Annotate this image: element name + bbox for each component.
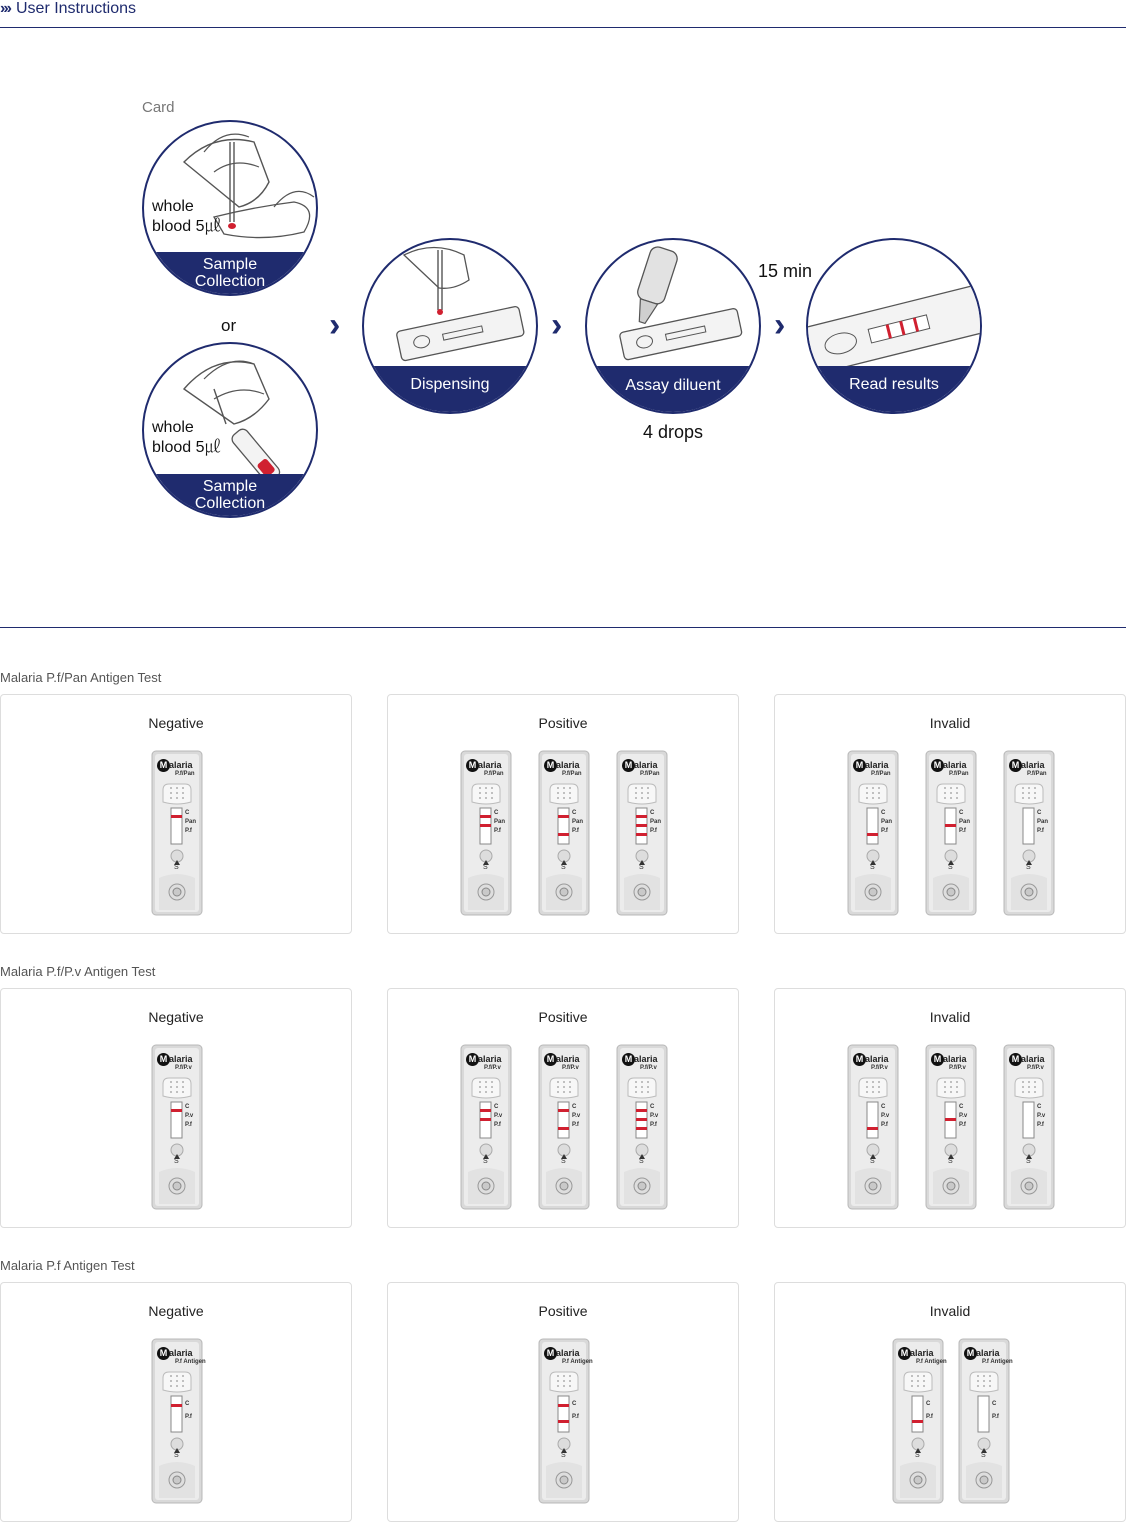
strip-label: P.v: [185, 1113, 194, 1119]
test-line: [171, 815, 182, 818]
brand-name: alaria: [169, 1054, 193, 1064]
drops-note: 4 drops: [643, 422, 704, 442]
brand-letter: M: [544, 1347, 557, 1360]
step-dispensing-illustration: [362, 238, 538, 414]
strip-label: P.f: [185, 828, 192, 834]
test-line: [636, 1127, 647, 1130]
strip-label: C: [572, 1401, 577, 1407]
test-line: [480, 824, 491, 827]
strip-label: C: [992, 1401, 997, 1407]
strip-label: C: [959, 1104, 964, 1110]
brand-name: alaria: [1021, 1054, 1045, 1064]
test-cassette: [925, 1044, 977, 1210]
chevrons-icon: ›››: [0, 0, 10, 17]
kit-subtitle: P.f/P.v: [871, 1065, 888, 1071]
strip-label: P.f: [992, 1414, 999, 1420]
strip-label: Pan: [959, 819, 971, 825]
section-title: Malaria P.f Antigen Test: [0, 1258, 135, 1273]
brand-name: alaria: [169, 760, 193, 770]
brand-name: alaria: [556, 1348, 580, 1358]
strip-label: P.v: [1037, 1113, 1046, 1119]
strip-label: C: [1037, 1104, 1042, 1110]
test-line: [558, 1109, 569, 1112]
band-line-2: Collection: [194, 495, 266, 512]
chevron-right-icon: ›: [551, 306, 563, 344]
sample-port-label: S: [981, 1452, 986, 1459]
sample-port-label: S: [915, 1452, 920, 1459]
test-cassette: [958, 1338, 1013, 1504]
test-line: [636, 824, 647, 827]
brand-name: alaria: [865, 1054, 889, 1064]
page-title: User Instructions: [15, 0, 137, 17]
sample-port-label: S: [483, 864, 488, 871]
result-label: Positive: [538, 715, 588, 731]
strip-label: P.f: [959, 828, 966, 834]
test-cassette: [538, 1338, 593, 1504]
band-line-1: Sample: [202, 256, 258, 273]
strip-label: P.f: [572, 1414, 579, 1420]
kit-subtitle: P.f/P.v: [562, 1065, 579, 1071]
sample-port-label: S: [174, 1452, 179, 1459]
test-line: [867, 833, 878, 836]
brand-letter: M: [1009, 1053, 1022, 1066]
brand-name: alaria: [556, 760, 580, 770]
strip-label: P.f: [494, 828, 501, 834]
step-assay-diluent-illustration: [585, 238, 761, 414]
step-read-results-illustration: [806, 238, 982, 414]
test-cassette: [616, 750, 668, 916]
brand-letter: M: [622, 1053, 635, 1066]
brand-letter: M: [544, 1053, 557, 1066]
result-panel: [0, 988, 352, 1228]
test-line: [912, 1420, 923, 1423]
brand-letter: M: [157, 759, 170, 772]
kit-subtitle: P.f/Pan: [871, 771, 891, 777]
result-panel: [774, 1282, 1126, 1522]
strip-label: C: [650, 810, 655, 816]
sample-port-label: S: [870, 864, 875, 871]
band-line-1: Sample: [202, 478, 258, 495]
result-panel: [0, 1282, 352, 1522]
strip-label: Pan: [572, 819, 584, 825]
strip-label: P.f: [185, 1122, 192, 1128]
sample-port-label: S: [639, 864, 644, 871]
sample-port-label: S: [483, 1158, 488, 1165]
brand-name: alaria: [910, 1348, 934, 1358]
sample-port-label: S: [639, 1158, 644, 1165]
strip-label: P.f: [494, 1122, 501, 1128]
section-title: Malaria P.f/P.v Antigen Test: [0, 964, 156, 979]
brand-letter: M: [466, 759, 479, 772]
test-line: [945, 824, 956, 827]
kit-subtitle: P.f/P.v: [949, 1065, 966, 1071]
sample-collection-pipette-illustration: [142, 120, 318, 296]
result-panel: [387, 1282, 739, 1522]
strip-label: P.f: [572, 828, 579, 834]
brand-name: alaria: [865, 760, 889, 770]
strip-label: C: [185, 810, 190, 816]
brand-letter: M: [853, 759, 866, 772]
brand-name: alaria: [943, 1054, 967, 1064]
kit-subtitle: P.f/Pan: [1027, 771, 1047, 777]
sample-text-line-1: whole: [152, 419, 194, 436]
sample-port-label: S: [1026, 864, 1031, 871]
sample-port-label: S: [870, 1158, 875, 1165]
brand-letter: M: [931, 759, 944, 772]
strip-label: C: [959, 810, 964, 816]
result-label: Positive: [538, 1009, 588, 1025]
brand-letter: M: [466, 1053, 479, 1066]
test-cassette: [151, 750, 203, 916]
result-label: Invalid: [929, 1009, 971, 1025]
kit-subtitle: P.f/P.v: [640, 1065, 657, 1071]
strip-label: C: [185, 1401, 190, 1407]
result-panel: [774, 694, 1126, 934]
strip-label: P.f: [926, 1414, 933, 1420]
strip-label: C: [650, 1104, 655, 1110]
sample-port-label: S: [1026, 1158, 1031, 1165]
sample-port-label: S: [948, 864, 953, 871]
sample-text-line-1: whole: [152, 198, 194, 215]
kit-subtitle: P.f/P.v: [1027, 1065, 1044, 1071]
strip-label: P.v: [572, 1113, 581, 1119]
test-line: [867, 1127, 878, 1130]
brand-letter: M: [622, 759, 635, 772]
strip-label: Pan: [494, 819, 506, 825]
step-label-band: Assay diluent: [587, 366, 759, 412]
test-cassette: [538, 750, 590, 916]
test-line: [558, 1404, 569, 1407]
result-label: Negative: [148, 1009, 204, 1025]
chevron-right-icon: ›: [329, 306, 341, 344]
or-label: or: [221, 316, 237, 335]
kit-subtitle: P.f/Pan: [484, 771, 504, 777]
sample-port-label: S: [561, 864, 566, 871]
brand-letter: M: [964, 1347, 977, 1360]
sample-port-label: S: [561, 1452, 566, 1459]
strip-label: C: [572, 1104, 577, 1110]
strip-label: Pan: [881, 819, 893, 825]
test-line: [636, 1109, 647, 1112]
result-label: Invalid: [929, 715, 971, 731]
brand-name: alaria: [478, 760, 502, 770]
result-label: Negative: [148, 715, 204, 731]
strip-label: P.v: [494, 1113, 503, 1119]
sample-port-label: S: [948, 1158, 953, 1165]
test-line: [945, 1118, 956, 1121]
section-divider: [0, 627, 1126, 628]
sample-port-label: S: [174, 864, 179, 871]
step-label-band: Dispensing: [364, 366, 536, 412]
strip-label: P.f: [650, 1122, 657, 1128]
strip-label: P.f: [1037, 828, 1044, 834]
brand-letter: M: [853, 1053, 866, 1066]
test-cassette: [151, 1338, 206, 1504]
kit-subtitle: P.f Antigen: [175, 1359, 206, 1365]
test-cassette: [847, 1044, 899, 1210]
card-label: Card: [142, 99, 175, 116]
strip-label: Pan: [185, 819, 197, 825]
test-line: [636, 833, 647, 836]
test-cassette: [892, 1338, 947, 1504]
strip-label: P.f: [881, 828, 888, 834]
test-cassette: [460, 750, 512, 916]
page-header: [0, 0, 136, 18]
chevron-right-icon: ›: [774, 306, 786, 344]
test-cassette: [1003, 1044, 1055, 1210]
test-line: [636, 1118, 647, 1121]
kit-subtitle: P.f/Pan: [949, 771, 969, 777]
test-cassette: [925, 750, 977, 916]
test-cassette: [151, 1044, 203, 1210]
kit-subtitle: P.f Antigen: [562, 1359, 593, 1365]
sample-collection-band: [144, 252, 316, 294]
section-title: Malaria P.f/Pan Antigen Test: [0, 670, 162, 685]
kit-subtitle: P.f/Pan: [562, 771, 582, 777]
strip-label: C: [494, 1104, 499, 1110]
kit-subtitle: P.f/Pan: [175, 771, 195, 777]
test-line: [480, 1109, 491, 1112]
brand-name: alaria: [1021, 760, 1045, 770]
sample-text-line-2: blood 5㎕: [152, 218, 221, 235]
strip-label: Pan: [650, 819, 662, 825]
strip-label: C: [185, 1104, 190, 1110]
result-label: Negative: [148, 1303, 204, 1319]
brand-name: alaria: [976, 1348, 1000, 1358]
strip-label: Pan: [1037, 819, 1049, 825]
test-line: [558, 1420, 569, 1423]
strip-label: C: [1037, 810, 1042, 816]
sample-collection-band: [144, 474, 316, 516]
test-cassette: [616, 1044, 668, 1210]
brand-name: alaria: [556, 1054, 580, 1064]
test-cassette: [847, 750, 899, 916]
test-line: [480, 815, 491, 818]
test-line: [171, 1404, 182, 1407]
strip-label: P.f: [959, 1122, 966, 1128]
test-line: [480, 1118, 491, 1121]
strip-label: P.v: [650, 1113, 659, 1119]
kit-subtitle: P.f Antigen: [916, 1359, 947, 1365]
strip-label: P.v: [959, 1113, 968, 1119]
kit-subtitle: P.f/P.v: [175, 1065, 192, 1071]
result-panel: [774, 988, 1126, 1228]
test-cassette: [538, 1044, 590, 1210]
strip-label: C: [881, 1104, 886, 1110]
kit-subtitle: P.f/Pan: [640, 771, 660, 777]
strip-label: C: [494, 810, 499, 816]
test-line: [171, 1109, 182, 1112]
result-panel: [387, 694, 739, 934]
result-panel: [387, 988, 739, 1228]
header-divider: [0, 27, 1126, 28]
strip-label: C: [926, 1401, 931, 1407]
strip-label: P.f: [881, 1122, 888, 1128]
band-line-2: Collection: [194, 273, 266, 290]
test-line: [558, 833, 569, 836]
kit-subtitle: P.f/P.v: [484, 1065, 501, 1071]
strip-label: P.v: [881, 1113, 890, 1119]
test-cassette: [460, 1044, 512, 1210]
sample-port-label: S: [561, 1158, 566, 1165]
result-label: Positive: [538, 1303, 588, 1319]
sample-text-line-2: blood 5㎕: [152, 439, 221, 456]
test-line: [558, 815, 569, 818]
strip-label: P.f: [572, 1122, 579, 1128]
test-line: [636, 815, 647, 818]
brand-letter: M: [544, 759, 557, 772]
brand-letter: M: [157, 1347, 170, 1360]
brand-name: alaria: [634, 760, 658, 770]
strip-label: C: [572, 810, 577, 816]
brand-name: alaria: [634, 1054, 658, 1064]
strip-label: P.f: [185, 1414, 192, 1420]
brand-letter: M: [931, 1053, 944, 1066]
strip-label: C: [881, 810, 886, 816]
test-line: [558, 1127, 569, 1130]
sample-port-label: S: [174, 1158, 179, 1165]
brand-letter: M: [898, 1347, 911, 1360]
brand-name: alaria: [943, 760, 967, 770]
result-panel: [0, 694, 352, 934]
brand-letter: M: [1009, 759, 1022, 772]
test-cassette: [1003, 750, 1055, 916]
time-note: 15 min: [758, 261, 813, 281]
result-label: Invalid: [929, 1303, 971, 1319]
strip-label: P.f: [650, 828, 657, 834]
strip-label: P.f: [1037, 1122, 1044, 1128]
brand-name: alaria: [169, 1348, 193, 1358]
brand-name: alaria: [478, 1054, 502, 1064]
sample-collection-tube-illustration: [142, 342, 318, 518]
brand-letter: M: [157, 1053, 170, 1066]
kit-subtitle: P.f Antigen: [982, 1359, 1013, 1365]
step-label-band: Read results: [808, 366, 980, 412]
